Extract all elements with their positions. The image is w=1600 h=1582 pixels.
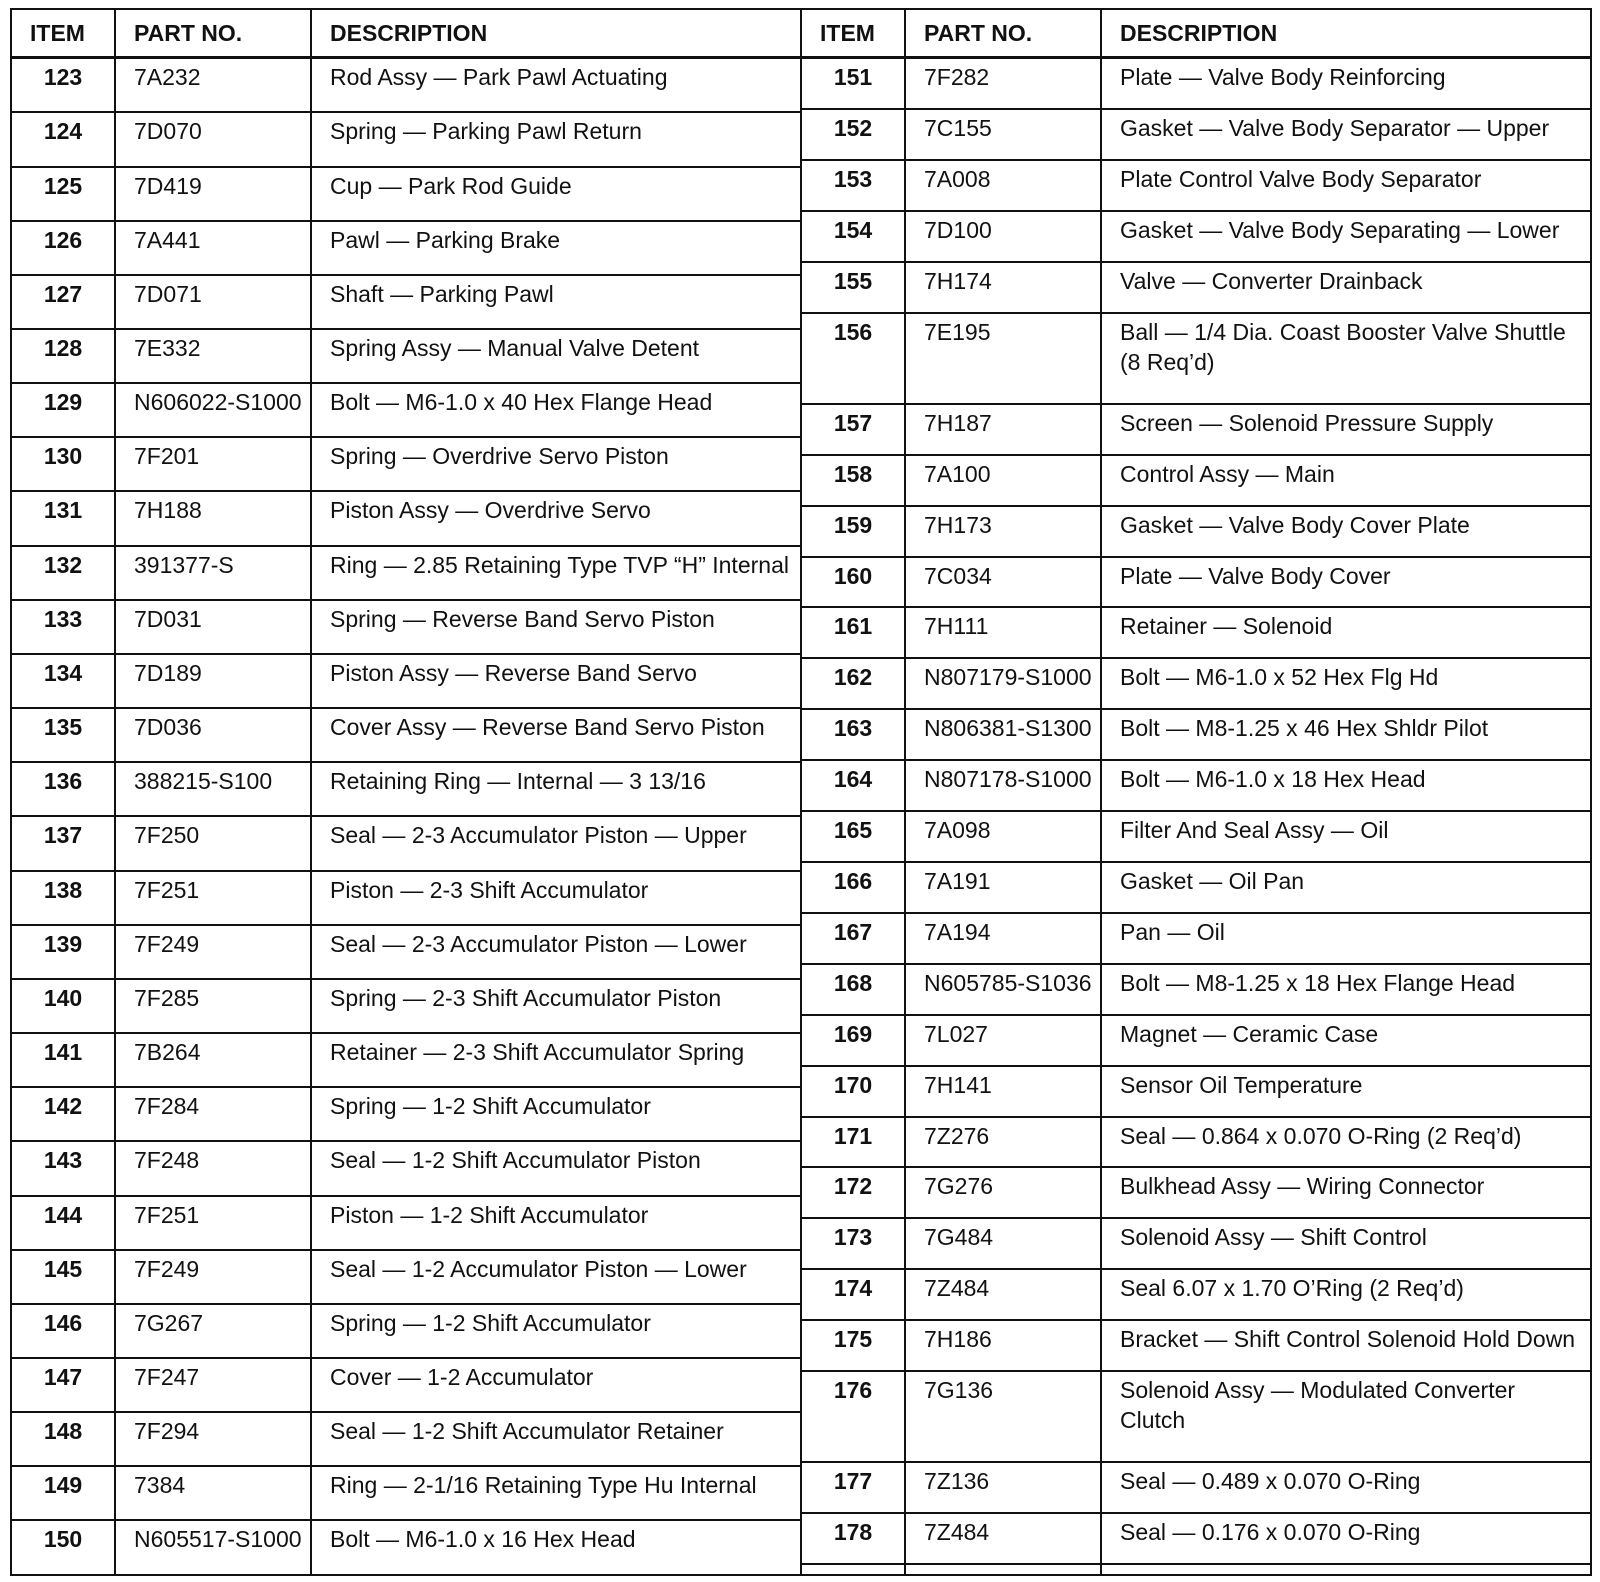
table-row [801,862,1591,913]
part-number: 7D189 [115,654,311,708]
part-description: Magnet — Ceramic Case [1101,1015,1591,1066]
table-row [11,871,801,925]
part-number: 7384 [115,1466,311,1520]
part-number: 391377-S [115,546,311,600]
part-number: 7F251 [115,871,311,925]
table-row [801,1218,1591,1269]
part-description: Piston — 1-2 Shift Accumulator [311,1196,801,1250]
part-description: Pan — Oil [1101,913,1591,964]
item-number: 151 [801,58,905,110]
item-number: 177 [801,1462,905,1513]
part-description: Spring — Parking Pawl Return [311,112,801,166]
table-row [11,925,801,979]
table-row [801,1066,1591,1117]
part-description: Gasket — Oil Pan [1101,862,1591,913]
part-number: 7Z484 [905,1513,1101,1564]
item-number: 140 [11,979,115,1033]
item-number: 147 [11,1358,115,1412]
empty-cell [905,1564,1101,1575]
item-number: 175 [801,1320,905,1371]
part-description: Screen — Solenoid Pressure Supply [1101,404,1591,455]
part-number: 7G267 [115,1304,311,1358]
table-row [801,658,1591,709]
part-description: Bracket — Shift Control Solenoid Hold Down [1101,1320,1591,1371]
item-number: 141 [11,1033,115,1087]
part-number: 388215-S100 [115,762,311,816]
part-description: Seal — 1-2 Shift Accumulator Retainer [311,1412,801,1466]
item-number: 172 [801,1167,905,1218]
item-number: 165 [801,811,905,862]
part-number: N807178-S1000 [905,760,1101,811]
part-number: N806381-S1300 [905,709,1101,760]
table-row [11,383,801,437]
part-description: Bolt — M6-1.0 x 40 Hex Flange Head [311,383,801,437]
table-row [11,1358,801,1412]
part-number: 7F247 [115,1358,311,1412]
part-description: Piston Assy — Overdrive Servo [311,491,801,545]
part-description: Gasket — Valve Body Separating — Lower [1101,211,1591,262]
item-number: 142 [11,1087,115,1141]
item-number: 150 [11,1520,115,1575]
table-row [11,1087,801,1141]
table-row [801,1117,1591,1168]
part-number: 7B264 [115,1033,311,1087]
part-description: Spring — Reverse Band Servo Piston [311,600,801,654]
part-number: 7A008 [905,160,1101,211]
item-number: 167 [801,913,905,964]
part-number: 7F251 [115,1196,311,1250]
parts-list-sheet [10,8,1590,1576]
part-description: Solenoid Assy — Shift Control [1101,1218,1591,1269]
part-description: Bolt — M8-1.25 x 18 Hex Flange Head [1101,964,1591,1015]
part-number: 7A232 [115,58,311,113]
table-row [11,437,801,491]
parts-table-right-panel [800,8,1590,1576]
part-number: 7H186 [905,1320,1101,1371]
table-row [801,709,1591,760]
parts-table-left-panel [10,8,800,1576]
parts-rows-left [11,58,801,1576]
item-number: 168 [801,964,905,1015]
item-number: 126 [11,221,115,275]
item-number: 152 [801,109,905,160]
item-number: 157 [801,404,905,455]
part-description: Bulkhead Assy — Wiring Connector [1101,1167,1591,1218]
item-number: 130 [11,437,115,491]
header-row [801,9,1591,58]
part-number: 7H141 [905,1066,1101,1117]
table-row [11,708,801,762]
table-row [801,109,1591,160]
part-description: Retaining Ring — Internal — 3 13/16 [311,762,801,816]
part-number: 7F282 [905,58,1101,110]
item-number: 156 [801,313,905,404]
part-number: 7L027 [905,1015,1101,1066]
part-number: 7A191 [905,862,1101,913]
table-row [801,1167,1591,1218]
item-number: 163 [801,709,905,760]
part-number: 7F294 [115,1412,311,1466]
part-number: 7H188 [115,491,311,545]
part-description: Solenoid Assy — Modulated Converter Clutch [1101,1371,1591,1462]
table-row [11,275,801,329]
item-number: 154 [801,211,905,262]
table-row [11,1412,801,1466]
table-row [801,964,1591,1015]
item-number: 149 [11,1466,115,1520]
part-number: 7Z484 [905,1269,1101,1320]
item-number: 143 [11,1141,115,1195]
part-description: Retainer — Solenoid [1101,607,1591,658]
empty-cell [801,1564,905,1575]
part-number: 7H173 [905,506,1101,557]
part-description: Plate — Valve Body Cover [1101,557,1591,608]
item-number: 148 [11,1412,115,1466]
header-description: DESCRIPTION [311,9,801,58]
table-row [11,221,801,275]
part-number: 7F248 [115,1141,311,1195]
item-number: 158 [801,455,905,506]
item-number: 145 [11,1250,115,1304]
item-number: 169 [801,1015,905,1066]
table-row [801,760,1591,811]
empty-cell [1101,1564,1591,1575]
part-number: 7F201 [115,437,311,491]
part-number: 7F250 [115,816,311,870]
item-number: 159 [801,506,905,557]
part-description: Ring — 2-1/16 Retaining Type Hu Internal [311,1466,801,1520]
part-description: Cup — Park Rod Guide [311,167,801,221]
item-number: 131 [11,491,115,545]
item-number: 134 [11,654,115,708]
table-row [801,1015,1591,1066]
item-number: 129 [11,383,115,437]
table-row [11,1466,801,1520]
item-number: 123 [11,58,115,113]
part-description: Piston Assy — Reverse Band Servo [311,654,801,708]
part-number: 7E195 [905,313,1101,404]
table-row [11,58,801,113]
table-row [11,1250,801,1304]
part-number: 7H174 [905,262,1101,313]
part-description: Spring — 1-2 Shift Accumulator [311,1087,801,1141]
item-number: 146 [11,1304,115,1358]
table-row [801,811,1591,862]
table-row [801,607,1591,658]
part-description: Control Assy — Main [1101,455,1591,506]
part-number: N605517-S1000 [115,1520,311,1575]
part-number: 7Z136 [905,1462,1101,1513]
part-number: 7G276 [905,1167,1101,1218]
table-row [801,262,1591,313]
part-number: 7C034 [905,557,1101,608]
item-number: 127 [11,275,115,329]
part-number: 7G484 [905,1218,1101,1269]
table-row [11,112,801,166]
table-row [11,1520,801,1575]
item-number: 125 [11,167,115,221]
table-row [11,1196,801,1250]
table-row [801,211,1591,262]
table-row [11,816,801,870]
table-row [801,1269,1591,1320]
table-row [801,1320,1591,1371]
table-row [11,762,801,816]
part-description: Bolt — M6-1.0 x 16 Hex Head [311,1520,801,1575]
part-description: Seal — 0.489 x 0.070 O-Ring [1101,1462,1591,1513]
parts-rows-right [801,58,1591,1576]
table-row [801,1371,1591,1462]
header-part-no: PART NO. [115,9,311,58]
part-description: Bolt — M6-1.0 x 52 Hex Flg Hd [1101,658,1591,709]
item-number: 133 [11,600,115,654]
part-number: 7D036 [115,708,311,762]
item-number: 178 [801,1513,905,1564]
item-number: 176 [801,1371,905,1462]
parts-table-right [800,8,1592,1576]
table-row [801,1462,1591,1513]
part-description: Shaft — Parking Pawl [311,275,801,329]
part-number: 7Z276 [905,1117,1101,1168]
item-number: 174 [801,1269,905,1320]
parts-table-left [10,8,802,1576]
item-number: 164 [801,760,905,811]
part-description: Seal — 1-2 Shift Accumulator Piston [311,1141,801,1195]
item-number: 155 [801,262,905,313]
table-row [801,1513,1591,1564]
table-row [801,58,1591,110]
part-description: Spring — 1-2 Shift Accumulator [311,1304,801,1358]
part-number: 7H187 [905,404,1101,455]
part-number: 7H111 [905,607,1101,658]
part-number: 7C155 [905,109,1101,160]
table-row [11,1304,801,1358]
item-number: 161 [801,607,905,658]
table-row [801,313,1591,404]
item-number: 173 [801,1218,905,1269]
table-row [11,546,801,600]
part-number: 7A194 [905,913,1101,964]
part-description: Seal — 0.864 x 0.070 O-Ring (2 Req’d) [1101,1117,1591,1168]
part-description: Seal — 2-3 Accumulator Piston — Lower [311,925,801,979]
item-number: 166 [801,862,905,913]
part-number: 7G136 [905,1371,1101,1462]
part-description: Pawl — Parking Brake [311,221,801,275]
part-number: 7A441 [115,221,311,275]
item-number: 135 [11,708,115,762]
item-number: 137 [11,816,115,870]
part-description: Bolt — M8-1.25 x 46 Hex Shldr Pilot [1101,709,1591,760]
part-number: 7D031 [115,600,311,654]
part-description: Seal — 2-3 Accumulator Piston — Upper [311,816,801,870]
part-number: N606022-S1000 [115,383,311,437]
item-number: 132 [11,546,115,600]
table-row [801,404,1591,455]
part-description: Seal — 0.176 x 0.070 O-Ring [1101,1513,1591,1564]
part-number: 7E332 [115,329,311,383]
table-row [11,979,801,1033]
header-row [11,9,801,58]
part-number: N807179-S1000 [905,658,1101,709]
part-description: Spring Assy — Manual Valve Detent [311,329,801,383]
part-description: Spring — 2-3 Shift Accumulator Piston [311,979,801,1033]
item-number: 128 [11,329,115,383]
part-number: 7F249 [115,925,311,979]
part-description: Piston — 2-3 Shift Accumulator [311,871,801,925]
item-number: 139 [11,925,115,979]
part-description: Bolt — M6-1.0 x 18 Hex Head [1101,760,1591,811]
part-number: 7D071 [115,275,311,329]
item-number: 171 [801,1117,905,1168]
part-number: 7A100 [905,455,1101,506]
item-number: 138 [11,871,115,925]
part-description: Valve — Converter Drainback [1101,262,1591,313]
table-row [801,455,1591,506]
item-number: 170 [801,1066,905,1117]
table-row [801,160,1591,211]
item-number: 144 [11,1196,115,1250]
table-row [11,600,801,654]
table-row [11,167,801,221]
table-row [801,557,1591,608]
table-row [11,654,801,708]
header-part-no: PART NO. [905,9,1101,58]
table-row [801,506,1591,557]
part-description: Cover — 1-2 Accumulator [311,1358,801,1412]
header-description: DESCRIPTION [1101,9,1591,58]
part-description: Ring — 2.85 Retaining Type TVP “H” Internal [311,546,801,600]
table-row [11,491,801,545]
part-number: 7D070 [115,112,311,166]
part-number: 7A098 [905,811,1101,862]
part-number: 7D100 [905,211,1101,262]
item-number: 162 [801,658,905,709]
item-number: 153 [801,160,905,211]
part-description: Plate — Valve Body Reinforcing [1101,58,1591,110]
part-description: Sensor Oil Temperature [1101,1066,1591,1117]
part-number: 7F284 [115,1087,311,1141]
part-description: Gasket — Valve Body Cover Plate [1101,506,1591,557]
table-row [801,913,1591,964]
part-description: Gasket — Valve Body Separator — Upper [1101,109,1591,160]
part-number: 7D419 [115,167,311,221]
item-number: 124 [11,112,115,166]
table-row [11,329,801,383]
header-item: ITEM [801,9,905,58]
part-number: N605785-S1036 [905,964,1101,1015]
part-description: Plate Control Valve Body Separator [1101,160,1591,211]
part-description: Filter And Seal Assy — Oil [1101,811,1591,862]
empty-filler-row [801,1564,1591,1575]
part-description: Spring — Overdrive Servo Piston [311,437,801,491]
item-number: 160 [801,557,905,608]
part-description: Seal 6.07 x 1.70 O’Ring (2 Req’d) [1101,1269,1591,1320]
table-row [11,1033,801,1087]
part-description: Cover Assy — Reverse Band Servo Piston [311,708,801,762]
header-item: ITEM [11,9,115,58]
part-description: Seal — 1-2 Accumulator Piston — Lower [311,1250,801,1304]
part-description: Rod Assy — Park Pawl Actuating [311,58,801,113]
part-description: Retainer — 2-3 Shift Accumulator Spring [311,1033,801,1087]
table-row [11,1141,801,1195]
part-number: 7F285 [115,979,311,1033]
part-description: Ball — 1/4 Dia. Coast Booster Valve Shuttle (8 Req’d) [1101,313,1591,404]
part-number: 7F249 [115,1250,311,1304]
item-number: 136 [11,762,115,816]
